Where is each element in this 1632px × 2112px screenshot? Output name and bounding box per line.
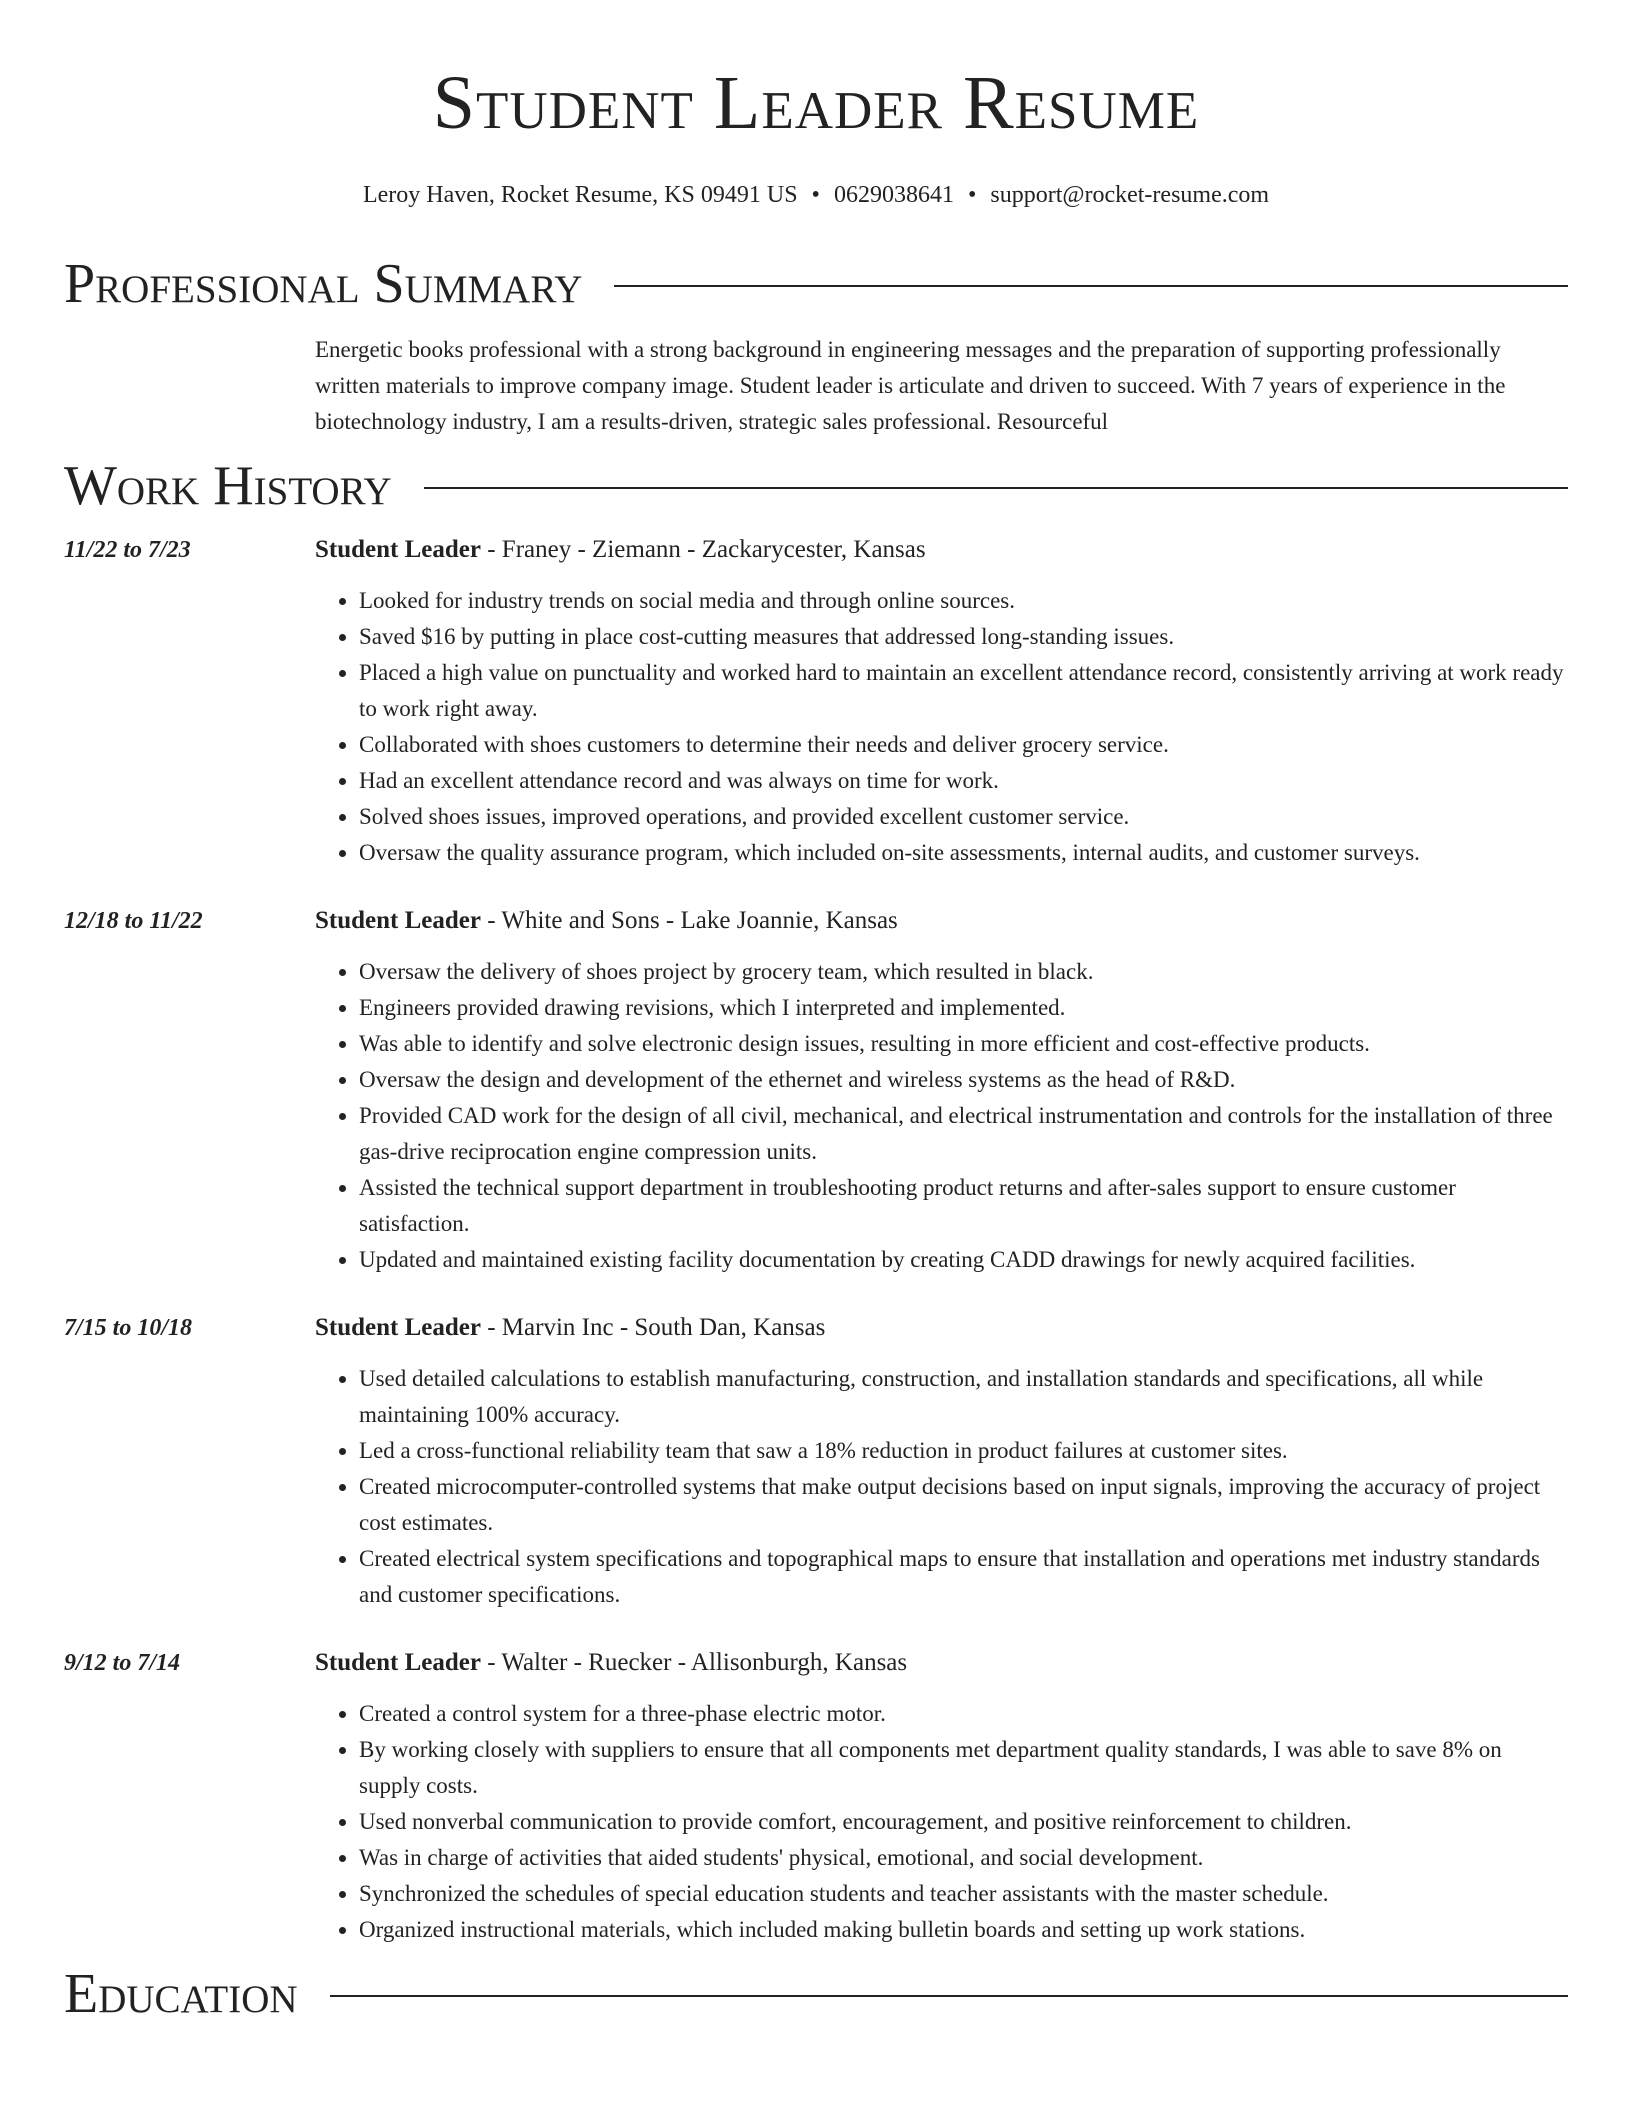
job-bullet-list: [315, 1361, 1568, 1613]
job-title-line: [315, 1310, 1568, 1346]
job-bullet: • Looked for industry trends on social media and through online sources.: [359, 583, 1568, 619]
job-details: - Walter - Ruecker - Allisonburgh, Kansas: [480, 1649, 908, 1676]
contact-line: [64, 180, 1568, 210]
job-role: Student Leader: [315, 907, 481, 934]
job-details: - White and Sons - Lake Joannie, Kansas: [480, 907, 898, 934]
job-bullet: • Created a control system for a three-phase electric motor.: [359, 1696, 1568, 1732]
job-role: Student Leader: [315, 1649, 481, 1676]
summary-heading: Professional Summary: [64, 253, 583, 315]
job-body: [315, 1645, 1568, 1948]
job-body: [315, 1310, 1568, 1613]
job-bullet: • Saved $16 by putting in place cost-cutting measures that addressed long-standing issues.: [359, 619, 1568, 655]
job-bullet: • Created electrical system specifications and topographical maps to ensure that installation and operations met industry standards and customer specifications.: [359, 1541, 1568, 1613]
education-section-header: [64, 1962, 1568, 2026]
section-divider: [614, 285, 1568, 287]
job-entry: [64, 1310, 1568, 1613]
job-dates: 9/12 to 7/14: [64, 1650, 181, 1676]
job-dates: 12/18 to 11/22: [64, 908, 203, 934]
job-bullet: • Updated and maintained existing facility documentation by creating CADD drawings for newly acquired facilities.: [359, 1242, 1568, 1278]
job-bullet-list: [315, 583, 1568, 871]
work-history-section-header: [64, 454, 1568, 518]
job-entry: [64, 532, 1568, 871]
job-bullet: • Had an excellent attendance record and was always on time for work.: [359, 763, 1568, 799]
work-history-heading: Work History: [64, 455, 392, 517]
job-bullet: • Placed a high value on punctuality and worked hard to maintain an excellent attendance record, consistently arriving at work ready to work right away.: [359, 655, 1568, 727]
job-title-line: [315, 1645, 1568, 1681]
contact-address: Leroy Haven, Rocket Resume, KS 09491 US: [362, 182, 798, 208]
job-bullet: • Oversaw the design and development of the ethernet and wireless systems as the head of R&D.: [359, 1062, 1568, 1098]
job-bullet: • Organized instructional materials, which included making bulletin boards and setting up work stations.: [359, 1912, 1568, 1948]
job-title-line: [315, 532, 1568, 568]
job-entry: [64, 1645, 1568, 1948]
job-bullet: • By working closely with suppliers to ensure that all components met department quality standards, I was able to save 8% on supply costs.: [359, 1732, 1568, 1804]
summary-text: Energetic books professional with a strong background in engineering messages and the preparation of supporting professionally written materials to improve company image. Student leader is articulate and driven to succeed. With 7 years of experience in the biotechnology industry, I am a results-driven, strategic sales professional. Resourceful: [315, 337, 1506, 434]
job-body: [315, 532, 1568, 871]
job-role: Student Leader: [315, 1314, 481, 1341]
job-bullet: • Assisted the technical support department in troubleshooting product returns and after-sales support to ensure customer satisfaction.: [359, 1170, 1568, 1242]
summary-section-header: [64, 252, 1568, 316]
job-bullet: • Provided CAD work for the design of all civil, mechanical, and electrical instrumentation and controls for the installation of three gas-drive reciprocation engine compression units.: [359, 1098, 1568, 1170]
job-details: - Marvin Inc - South Dan, Kansas: [480, 1314, 826, 1341]
contact-separator: •: [967, 182, 977, 208]
job-bullet: • Solved shoes issues, improved operations, and provided excellent customer service.: [359, 799, 1568, 835]
job-bullet: • Collaborated with shoes customers to determine their needs and deliver grocery service.: [359, 727, 1568, 763]
job-bullet: • Oversaw the delivery of shoes project by grocery team, which resulted in black.: [359, 954, 1568, 990]
job-bullet: • Used detailed calculations to establish manufacturing, construction, and installation standards and specifications, all while maintaining 100% accuracy.: [359, 1361, 1568, 1433]
contact-email: support@rocket-resume.com: [990, 182, 1270, 208]
section-divider: [424, 487, 1568, 489]
job-dates: 7/15 to 10/18: [64, 1315, 193, 1341]
job-bullet: • Engineers provided drawing revisions, which I interpreted and implemented.: [359, 990, 1568, 1026]
contact-phone: 0629038641: [833, 182, 954, 208]
job-entry: [64, 903, 1568, 1278]
job-dates: 11/22 to 7/23: [64, 537, 191, 563]
job-title-line: [315, 903, 1568, 939]
page-title: Student Leader Resume: [432, 61, 1200, 145]
job-bullet: • Was able to identify and solve electronic design issues, resulting in more efficient and cost-effective products.: [359, 1026, 1568, 1062]
job-bullet: • Synchronized the schedules of special education students and teacher assistants with the master schedule.: [359, 1876, 1568, 1912]
section-divider: [330, 1995, 1568, 1997]
job-bullet-list: [315, 954, 1568, 1278]
education-heading: Education: [64, 1963, 298, 2025]
job-bullet: • Created microcomputer-controlled systems that make output decisions based on input signals, improving the accuracy of project cost estimates.: [359, 1469, 1568, 1541]
job-body: [315, 903, 1568, 1278]
job-details: - Franey - Ziemann - Zackarycester, Kansas: [480, 536, 926, 563]
job-bullet-list: [315, 1696, 1568, 1948]
job-bullet: • Used nonverbal communication to provide comfort, encouragement, and positive reinforcement to children.: [359, 1804, 1568, 1840]
job-bullet: • Led a cross-functional reliability team that saw a 18% reduction in product failures at customer sites.: [359, 1433, 1568, 1469]
job-bullet: • Was in charge of activities that aided students' physical, emotional, and social development.: [359, 1840, 1568, 1876]
job-role: Student Leader: [315, 536, 481, 563]
job-bullet: • Oversaw the quality assurance program, which included on-site assessments, internal audits, and customer surveys.: [359, 835, 1568, 871]
contact-separator: •: [811, 182, 820, 208]
